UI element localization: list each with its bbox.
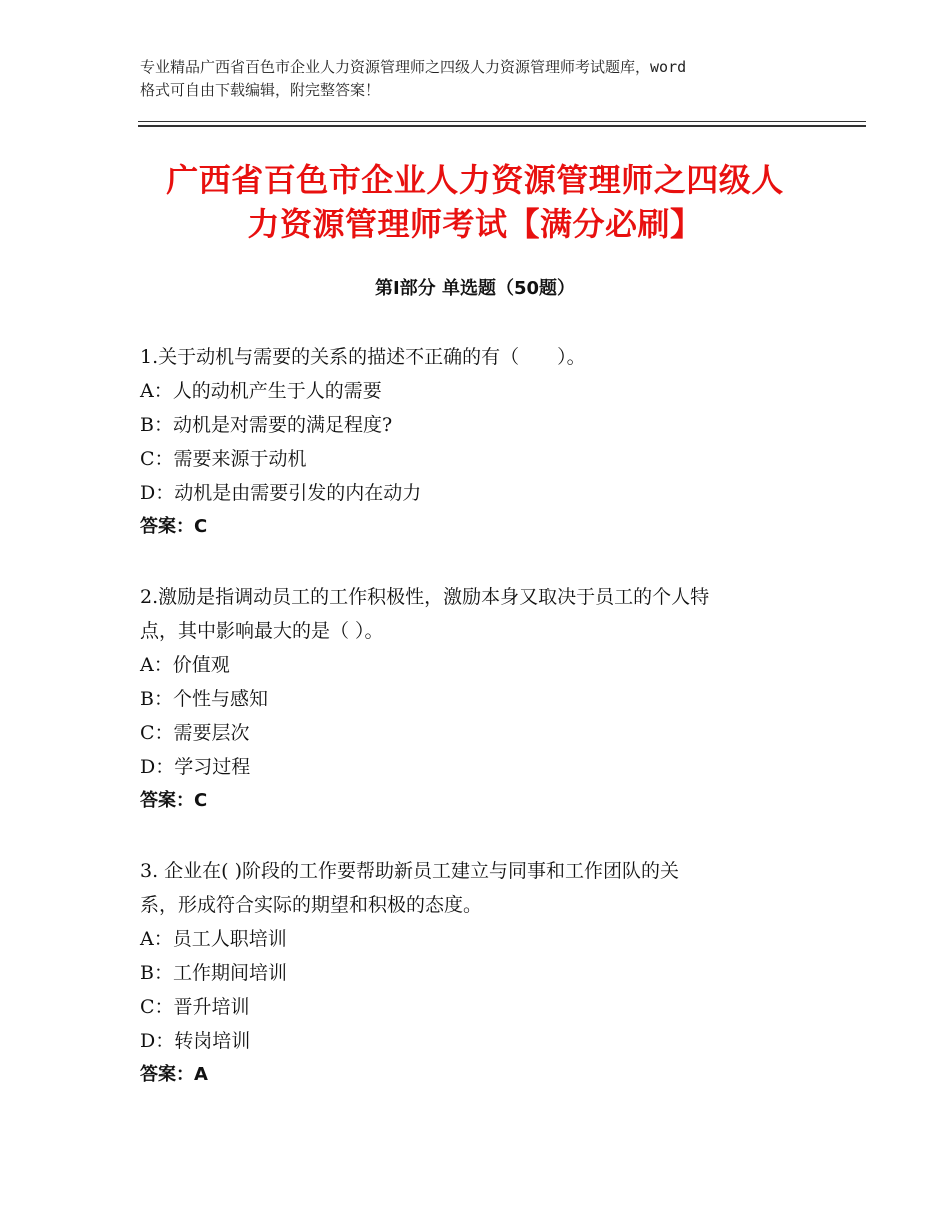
answer: 答案：C <box>140 790 208 811</box>
option-a: A：价值观 <box>140 654 230 676</box>
question-stem-line-2: 系，形成符合实际的期望和积极的态度。 <box>140 894 483 916</box>
option-b: B：动机是对需要的满足程度? <box>140 414 393 436</box>
document-title-line-1: 广西省百色市企业人力资源管理师之四级人 <box>166 161 784 199</box>
option-d: D：转岗培训 <box>140 1030 251 1052</box>
document-title <box>100 158 850 246</box>
question-stem-line-1: 3. 企业在( )阶段的工作要帮助新员工建立与同事和工作团队的关 <box>140 860 680 882</box>
question-2 <box>140 580 820 818</box>
question-stem-line-1: 2.激励是指调动员工的工作积极性，激励本身又取决于员工的个人特 <box>140 586 710 608</box>
question-stem: 1.关于动机与需要的关系的描述不正确的有（ ）。 <box>140 346 586 368</box>
question-1 <box>140 340 820 544</box>
header-note-line-2: 格式可自由下载编辑，附完整答案！ <box>140 81 381 99</box>
header-note-line-1: 专业精品广西省百色市企业人力资源管理师之四级人力资源管理师考试题库，word <box>140 58 687 76</box>
question-stem-line-2: 点，其中影响最大的是（ ）。 <box>140 620 384 642</box>
option-b: B：个性与感知 <box>140 688 268 710</box>
answer: 答案：C <box>140 516 208 537</box>
header-divider-thin <box>138 121 866 122</box>
header-divider-thick <box>138 125 866 127</box>
header-note <box>140 56 830 102</box>
option-d: D：学习过程 <box>140 756 251 778</box>
document-title-line-2: 力资源管理师考试【满分必刷】 <box>247 205 703 243</box>
answer: 答案：A <box>140 1064 208 1085</box>
option-c: C：需要来源于动机 <box>140 448 307 470</box>
option-d: D：动机是由需要引发的内在动力 <box>140 482 422 504</box>
option-b: B：工作期间培训 <box>140 962 287 984</box>
section-heading: 第Ⅰ部分 单选题（50题） <box>374 278 575 299</box>
option-a: A：员工人职培训 <box>140 928 287 950</box>
question-3 <box>140 854 820 1092</box>
option-c: C：需要层次 <box>140 722 250 744</box>
option-a: A：人的动机产生于人的需要 <box>140 380 382 402</box>
option-c: C：晋升培训 <box>140 996 250 1018</box>
